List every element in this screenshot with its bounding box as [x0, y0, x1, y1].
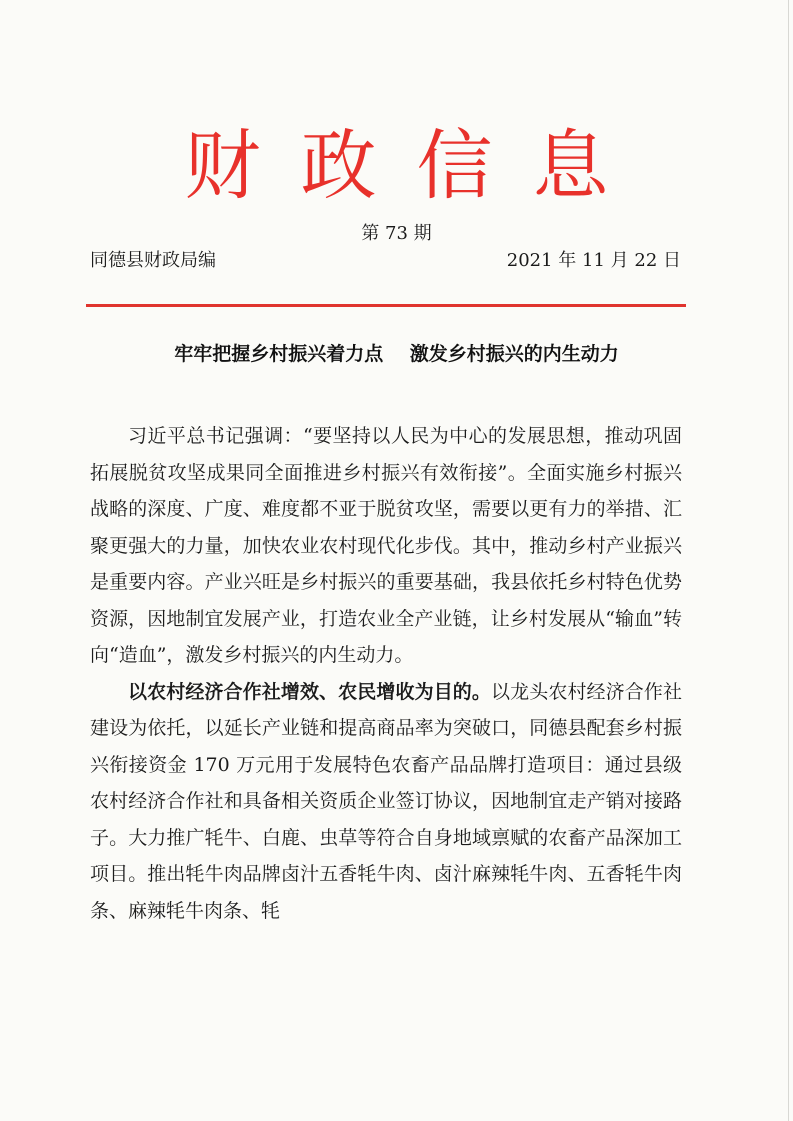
paragraph-lead: 以农村经济合作社增效、农民增收为目的。 [128, 680, 492, 703]
masthead-title: 财政信息 [184, 121, 649, 210]
scan-edge-line [788, 0, 789, 1121]
red-divider-rule [86, 304, 686, 307]
article-body [90, 418, 682, 929]
article-headline: 牢牢把握乡村振兴着力点 激发乡村振兴的内生动力 [174, 343, 619, 365]
issue-number: 第 73 期 [361, 223, 432, 244]
paragraph [90, 418, 682, 674]
publication-date: 2021 年 11 月 22 日 [506, 250, 681, 271]
paragraph-text: 习近平总书记强调：“要坚持以人民为中心的发展思想，推动巩固拓展脱贫攻坚成果同全面推进乡村振兴有效衔接”。全面实施乡村振兴战略的深度、广度、难度都不亚于脱贫攻坚，需要以更有力的举措、汇聚更强大的力量，加快农业农村现代化步伐。其中，推动乡村产业振兴是重要内容。产业兴旺是乡村振兴的重要基础，我县依托乡村特色优势资源，因地制宜发展产业，打造农业全产业链，让乡村发展从“输血”转向“造血”，激发乡村振兴的内生动力。 [90, 425, 682, 666]
paragraph-text: 以龙头农村经济合作社建设为依托，以延长产业链和提高商品率为突破口，同德县配套乡村振兴衔接资金 170 万元用于发展特色农畜产品品牌打造项目：通过县级农村经济合作社和具备相关资质企业签订协议，因地制宜走产销对接路子。大力推广牦牛、白鹿、虫草等符合自身地域禀赋的农畜产品深加工项目。推出牦牛肉品牌卤汁五香牦牛肉、卤汁麻辣牦牛肉、五香牦牛肉条、麻辣牦牛肉条、牦 [90, 680, 682, 922]
paragraph [90, 674, 682, 930]
publisher: 同德县财政局编 [90, 250, 216, 271]
